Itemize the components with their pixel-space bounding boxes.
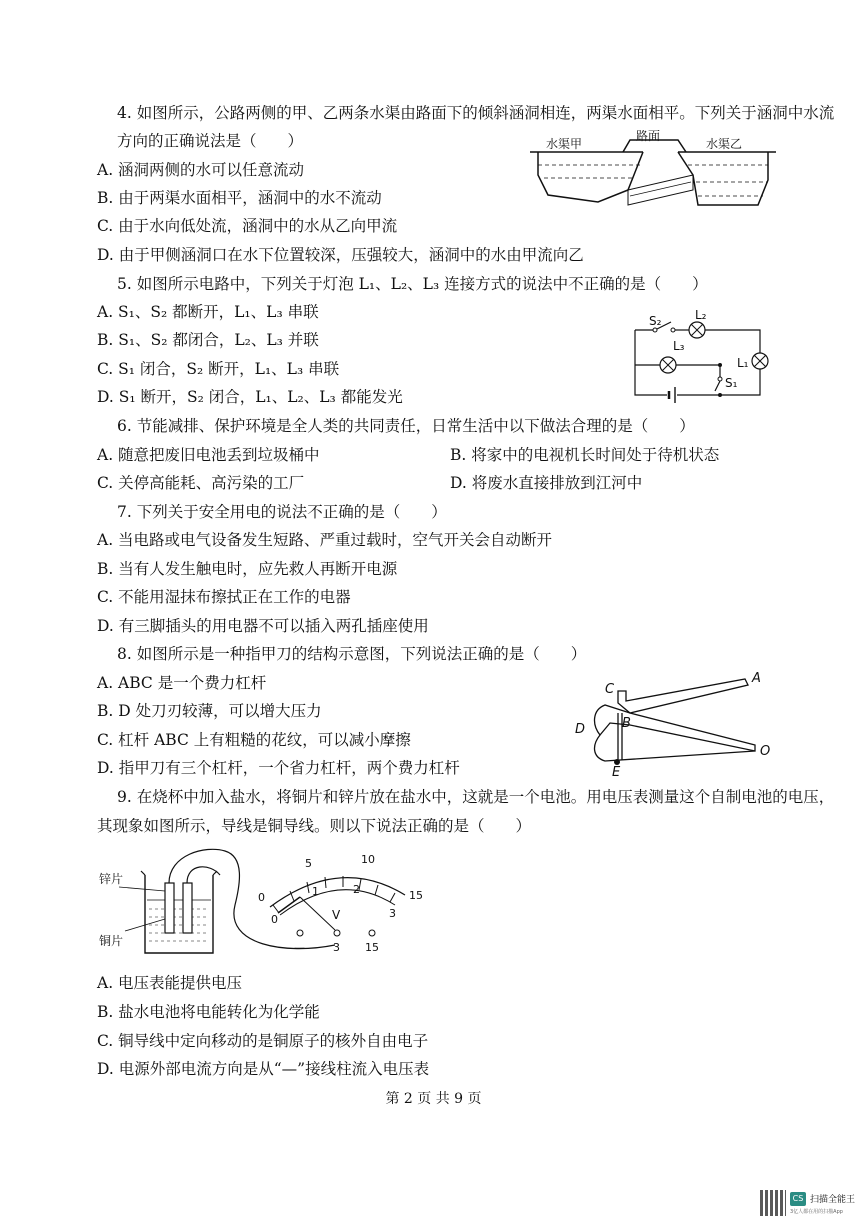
q9-option-c: C. 铜导线中定向移动的是铜原子的核外自由电子: [97, 1032, 429, 1050]
watermark-sub: 3亿人都在用的扫描App: [790, 1209, 843, 1215]
label-a: A: [752, 671, 761, 686]
label-b: B: [622, 716, 631, 731]
page-footer: 第 2 页 共 9 页: [385, 1091, 482, 1107]
label-d: D: [575, 722, 586, 737]
tick-inner-2: 2: [353, 883, 360, 896]
terminal-negative: —: [294, 941, 305, 954]
q9-stem-line1: 9. 在烧杯中加入盐水，将铜片和锌片放在盐水中，这就是一个电池。用电压表测量这个自制电池的电压，: [117, 788, 835, 806]
q4-option-a: A. 涵洞两侧的水可以任意流动: [97, 161, 305, 179]
tick-outer-10: 10: [361, 853, 375, 866]
q6-option-a: A. 随意把废旧电池丢到垃圾桶中: [97, 446, 320, 464]
tick-inner-0: 0: [271, 913, 278, 926]
q5-option-c: C. S₁ 闭合，S₂ 断开，L₁、L₃ 串联: [97, 360, 340, 378]
tick-inner-3: 3: [389, 907, 396, 920]
q4-option-d: D. 由于甲侧涵洞口在水下位置较深，压强较大，涵洞中的水由甲流向乙: [97, 246, 584, 264]
q9-stem-line2: 其现象如图所示，导线是铜导线。则以下说法正确的是（ ）: [97, 817, 532, 835]
scanner-watermark: [760, 1188, 860, 1220]
q5-stem: 5. 如图所示电路中，下列关于灯泡 L₁、L₂、L₃ 连接方式的说法中不正确的是（ ）: [117, 275, 708, 293]
q8-option-d: D. 指甲刀有三个杠杆，一个省力杠杆，两个费力杠杆: [97, 759, 460, 777]
q9-option-b: B. 盐水电池将电能转化为化学能: [97, 1003, 320, 1021]
circuit-figure: [625, 305, 775, 410]
q4-option-c: C. 由于水向低处流，涵洞中的水从乙向甲流: [97, 217, 398, 235]
label-c: C: [605, 682, 615, 697]
q8-option-c: C. 杠杆 ABC 上有粗糙的花纹，可以减小摩擦: [97, 731, 411, 749]
q6-option-b: B. 将家中的电视机长时间处于待机状态: [450, 446, 720, 464]
q7-option-b: B. 当有人发生触电时，应先救人再断开电源: [97, 560, 398, 578]
label-l2: L₂: [695, 308, 707, 322]
cs-badge-icon: CS: [790, 1192, 806, 1206]
tick-outer-15: 15: [409, 889, 423, 902]
q8-stem: 8. 如图所示是一种指甲刀的结构示意图，下列说法正确的是（ ）: [117, 645, 587, 663]
q9-option-d: D. 电源外部电流方向是从“—”接线柱流入电压表: [97, 1060, 430, 1078]
tick-inner-1: 1: [312, 885, 319, 898]
q6-stem: 6. 节能减排、保护环境是全人类的共同责任，日常生活中以下做法合理的是（ ）: [117, 417, 695, 435]
q5-option-b: B. S₁、S₂ 都闭合，L₂、L₃ 并联: [97, 331, 319, 349]
nail-clipper-figure: [570, 665, 780, 780]
label-zinc: 锌片: [99, 872, 124, 886]
terminal-15: 15: [365, 941, 379, 954]
label-copper: 铜片: [99, 934, 124, 948]
label-o: O: [760, 744, 771, 759]
label-s2: S₂: [649, 314, 662, 328]
label-l1: L₁: [737, 356, 749, 370]
watermark-name: 扫描全能王: [810, 1195, 856, 1205]
label-canal-yi: 水渠乙: [706, 137, 743, 151]
q7-option-a: A. 当电路或电气设备发生短路、严重过载时，空气开关会自动断开: [97, 531, 553, 549]
terminal-3: 3: [333, 941, 340, 954]
q5-option-a: A. S₁、S₂ 都断开，L₁、L₃ 串联: [97, 303, 319, 321]
q9-option-a: A. 电压表能提供电压: [97, 974, 243, 992]
q7-option-d: D. 有三脚插头的用电器不可以插入两孔插座使用: [97, 617, 429, 635]
label-canal-jia: 水渠甲: [546, 137, 583, 151]
q4-option-b: B. 由于两渠水面相平，涵洞中的水不流动: [97, 189, 382, 207]
q7-option-c: C. 不能用湿抹布擦拭正在工作的电器: [97, 588, 351, 606]
tick-outer-0: 0: [258, 891, 265, 904]
culvert-figure: [528, 130, 778, 220]
q8-option-b: B. D 处刀刃较薄，可以增大压力: [97, 702, 322, 720]
label-l3: L₃: [673, 339, 685, 353]
q7-stem: 7. 下列关于安全用电的说法不正确的是（ ）: [117, 503, 447, 521]
q8-option-a: A. ABC 是一个费力杠杆: [97, 674, 267, 692]
q6-option-c: C. 关停高能耗、高污染的工厂: [97, 474, 305, 492]
tick-outer-5: 5: [305, 857, 312, 870]
label-v: V: [332, 908, 341, 922]
q4-stem-line2: 方向的正确说法是（ ）: [117, 132, 304, 150]
label-s1: S₁: [725, 376, 738, 390]
label-road: 路面: [636, 130, 661, 143]
q4-stem-line1: 4. 如图所示，公路两侧的甲、乙两条水渠由路面下的倾斜涵洞相连，两渠水面相平。下列关于涵洞中水流: [117, 104, 835, 122]
saltwater-battery-figure: [95, 845, 435, 965]
q6-option-d: D. 将废水直接排放到江河中: [450, 474, 643, 492]
qr-code-icon: [760, 1190, 786, 1216]
q5-option-d: D. S₁ 断开，S₂ 闭合，L₁、L₂、L₃ 都能发光: [97, 388, 403, 406]
label-e: E: [612, 765, 621, 780]
